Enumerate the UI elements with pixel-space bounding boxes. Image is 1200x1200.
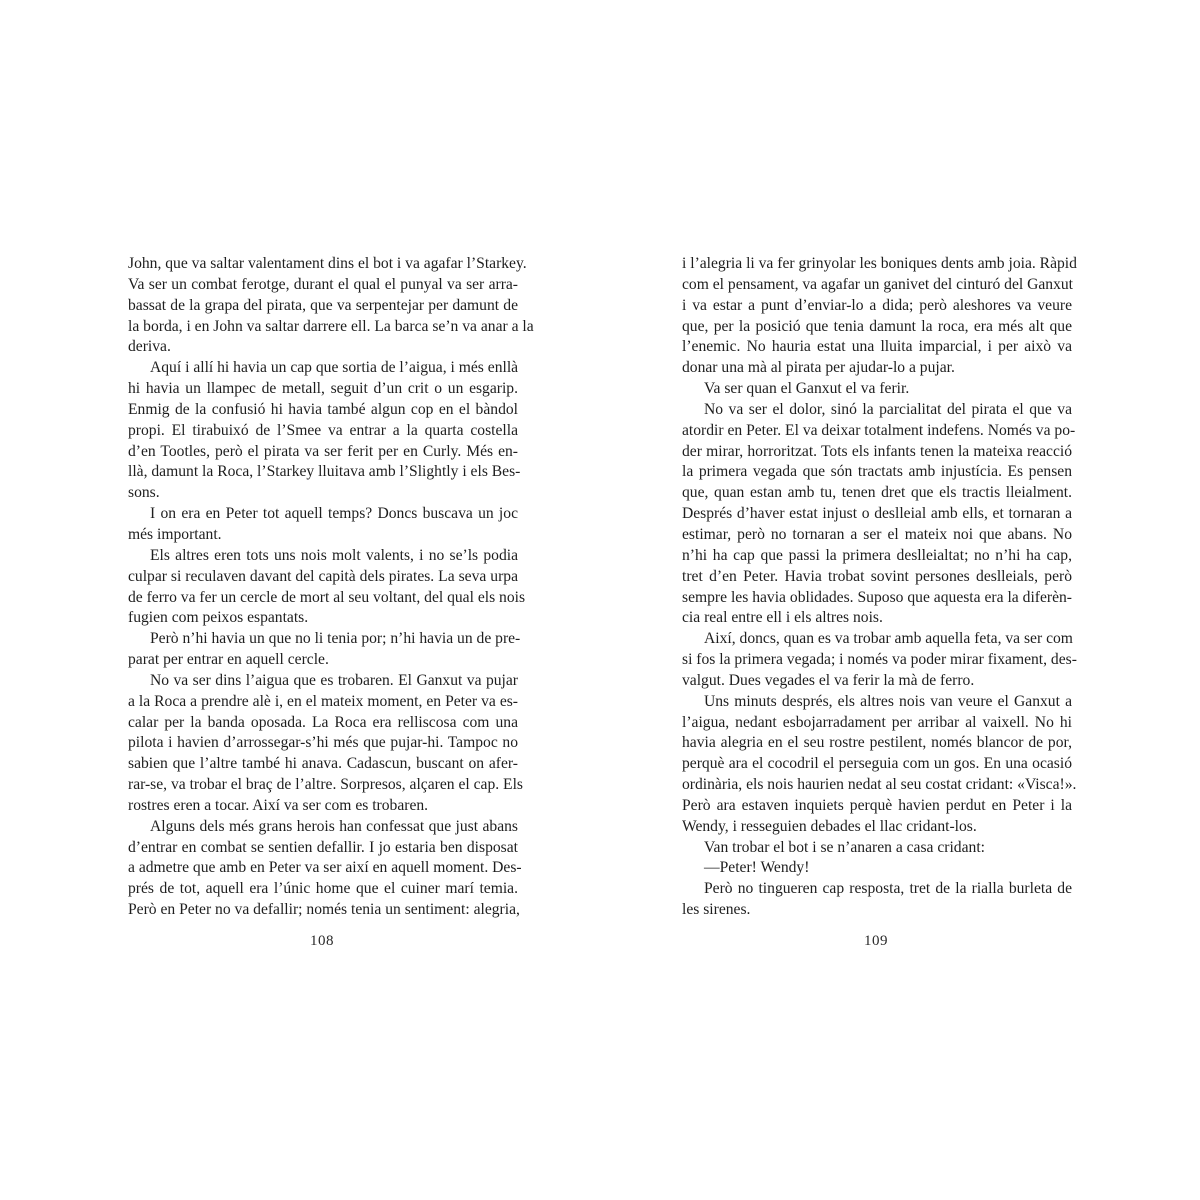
text-line: més important. [128,525,222,543]
text-line: No va ser el dolor, sinó la parcialitat del pirata el que va [704,400,1072,418]
text-line: estimar, però no tornaran a ser el mateix noi que abans. No [682,525,1072,543]
text-line: perquè ara el cocodril el perseguia com un gos. En una ocasió [682,755,1072,773]
text-line: Aquí i allí hi havia un cap que sortia de l’aigua, i més enllà [150,359,519,377]
text-line: fugien com peixos espantats. [128,609,309,627]
text-line: ordinària, els nois haurien nedat al seu costat cridant: «Visca!». [682,776,1077,794]
text-line: rostres eren a tocar. Així va ser com es trobaren. [128,796,429,814]
text-line: les sirenes. [682,901,751,919]
text-line: d’en Tootles, però el pirata va ser ferit per en Curly. Més en- [128,442,518,460]
left-page-body [128,254,534,921]
text-line: de ferro va fer un cercle de mort al seu voltant, del qual els nois [128,588,526,606]
text-line: deriva. [128,338,171,356]
text-line: Va ser un combat ferotge, durant el qual el punyal va ser arra- [128,275,518,293]
text-line: llà, damunt la Roca, l’Starkey lluitava amb l’Slightly i els Bes- [128,463,521,481]
text-line: l’enemic. No hauria estat una lluita imparcial, i per això va [682,338,1072,356]
text-line: der mirar, horroritzat. Tots els infants tenen la mateixa reacció [682,442,1072,460]
text-line: Però en Peter no va defallir; només tenia un sentiment: alegria, [128,901,520,919]
text-line: hi havia un llampec de metall, seguit d’un crit o un esgarip. [128,380,518,398]
text-line: Així, doncs, quan es va trobar amb aquella feta, va ser com [704,630,1073,648]
text-line: Alguns dels més grans herois han confessat que just abans [150,817,518,835]
text-line: la borda, i en John va saltar darrere ell. La barca se’n va anar a la [128,317,534,335]
text-line: a la Roca a prendre alè i, en el mateix moment, en Peter va es- [128,692,518,710]
text-line: Però n’hi havia un que no li tenia por; n’hi havia un de pre- [150,630,521,648]
text-line: Però ara estaven inquiets perquè havien perdut en Peter i la [682,796,1072,814]
text-line: d’entrar en combat se sentien defallir. I jo estaria ben disposat [128,838,518,856]
text-line: n’hi ha cap que passi la primera deslleialtat; no n’hi ha cap, [682,546,1072,564]
text-line: bassat de la grapa del pirata, que va serpentejar per damunt de [128,296,518,314]
text-line: havia alegria en el seu rostre pestilent, només blancor de por, [682,734,1072,752]
text-line: i l’alegria li va fer grinyolar les boniques dents amb joia. Ràpid [682,255,1077,272]
text-line: a admetre que amb en Peter va ser així en aquell moment. Des- [128,859,522,877]
text-line: Enmig de la confusió hi havia també algun cop en el bàndol [128,400,518,418]
text-line: Però no tingueren cap resposta, tret de la rialla burleta de [704,880,1072,898]
text-line: sabien que l’altre també hi anava. Cadascun, buscant on afer- [128,755,518,773]
left-page-number: 108 [310,933,334,949]
text-line: Va ser quan el Ganxut el va ferir. [704,380,910,398]
text-line: Els altres eren tots uns nois molt valents, i no se’ls podia [150,546,518,564]
text-line: i va estar a punt d’enviar-lo a dida; però aleshores va veure [682,296,1072,314]
text-line: John, que va saltar valentament dins el bot i va agafar l’Starkey. [128,255,527,272]
text-line: Wendy, i resseguien debades el llac cridant-los. [682,817,977,835]
text-line: com el pensament, va agafar un ganivet del cinturó del Ganxut [682,275,1074,293]
text-line: donar una mà al pirata per ajudar-lo a pujar. [682,359,955,377]
text-line: Després d’haver estat injust o deslleial amb ells, et tornaran a [682,505,1072,523]
text-line: la primera vegada que són tractats amb injustícia. Es pensen [682,463,1072,481]
text-line: pilota i havien d’arrossegar-s’hi més que pujar-hi. Tampoc no [128,734,518,752]
text-line: culpar si reculaven davant del capità dels pirates. La seva urpa [128,567,518,585]
text-line: No va ser dins l’aigua que es trobaren. El Ganxut va pujar [150,671,518,689]
text-line: Van trobar el bot i se n’anaren a casa cridant: [704,838,985,856]
text-line: que, quan estan amb tu, tenen dret que els tractis lleialment. [682,484,1072,502]
text-line: l’aigua, nedant esbojarradament per arribar al vaixell. No hi [682,713,1072,731]
text-line: sempre les havia oblidades. Suposo que aquesta era la diferèn- [682,588,1072,606]
text-line: parat per entrar en aquell cercle. [128,651,329,669]
text-line: I on era en Peter tot aquell temps? Doncs buscava un joc [150,505,518,523]
text-line: cia real entre ell i els altres nois. [682,609,883,627]
text-line: atordir en Peter. El va deixar totalment indefens. Només va po- [682,421,1076,439]
right-page-body [682,254,1077,921]
text-line: tret d’en Peter. Havia trobat sovint persones deslleials, però [682,567,1072,585]
right-page-number: 109 [864,933,888,949]
text-line: valgut. Dues vegades el va ferir la mà de ferro. [682,671,975,689]
text-line: sons. [128,484,160,502]
text-line: calar per la banda oposada. La Roca era relliscosa com una [128,713,518,731]
text-line: —Peter! Wendy! [704,859,810,877]
text-line: rar-se, va trobar el braç de l’altre. Sorpresos, alçaren el cap. Els [128,776,523,794]
text-line: si fos la primera vegada; i només va poder mirar fixament, des- [682,651,1077,669]
text-line: Uns minuts després, els altres nois van veure el Ganxut a [704,692,1072,710]
text-line: que, per la posició que tenia damunt la roca, era més alt que [682,317,1072,335]
text-line: prés de tot, aquell era l’únic home que el cuiner marí temia. [128,880,518,898]
text-line: propi. El tirabuixó de l’Smee va entrar a la quarta costella [128,421,518,439]
